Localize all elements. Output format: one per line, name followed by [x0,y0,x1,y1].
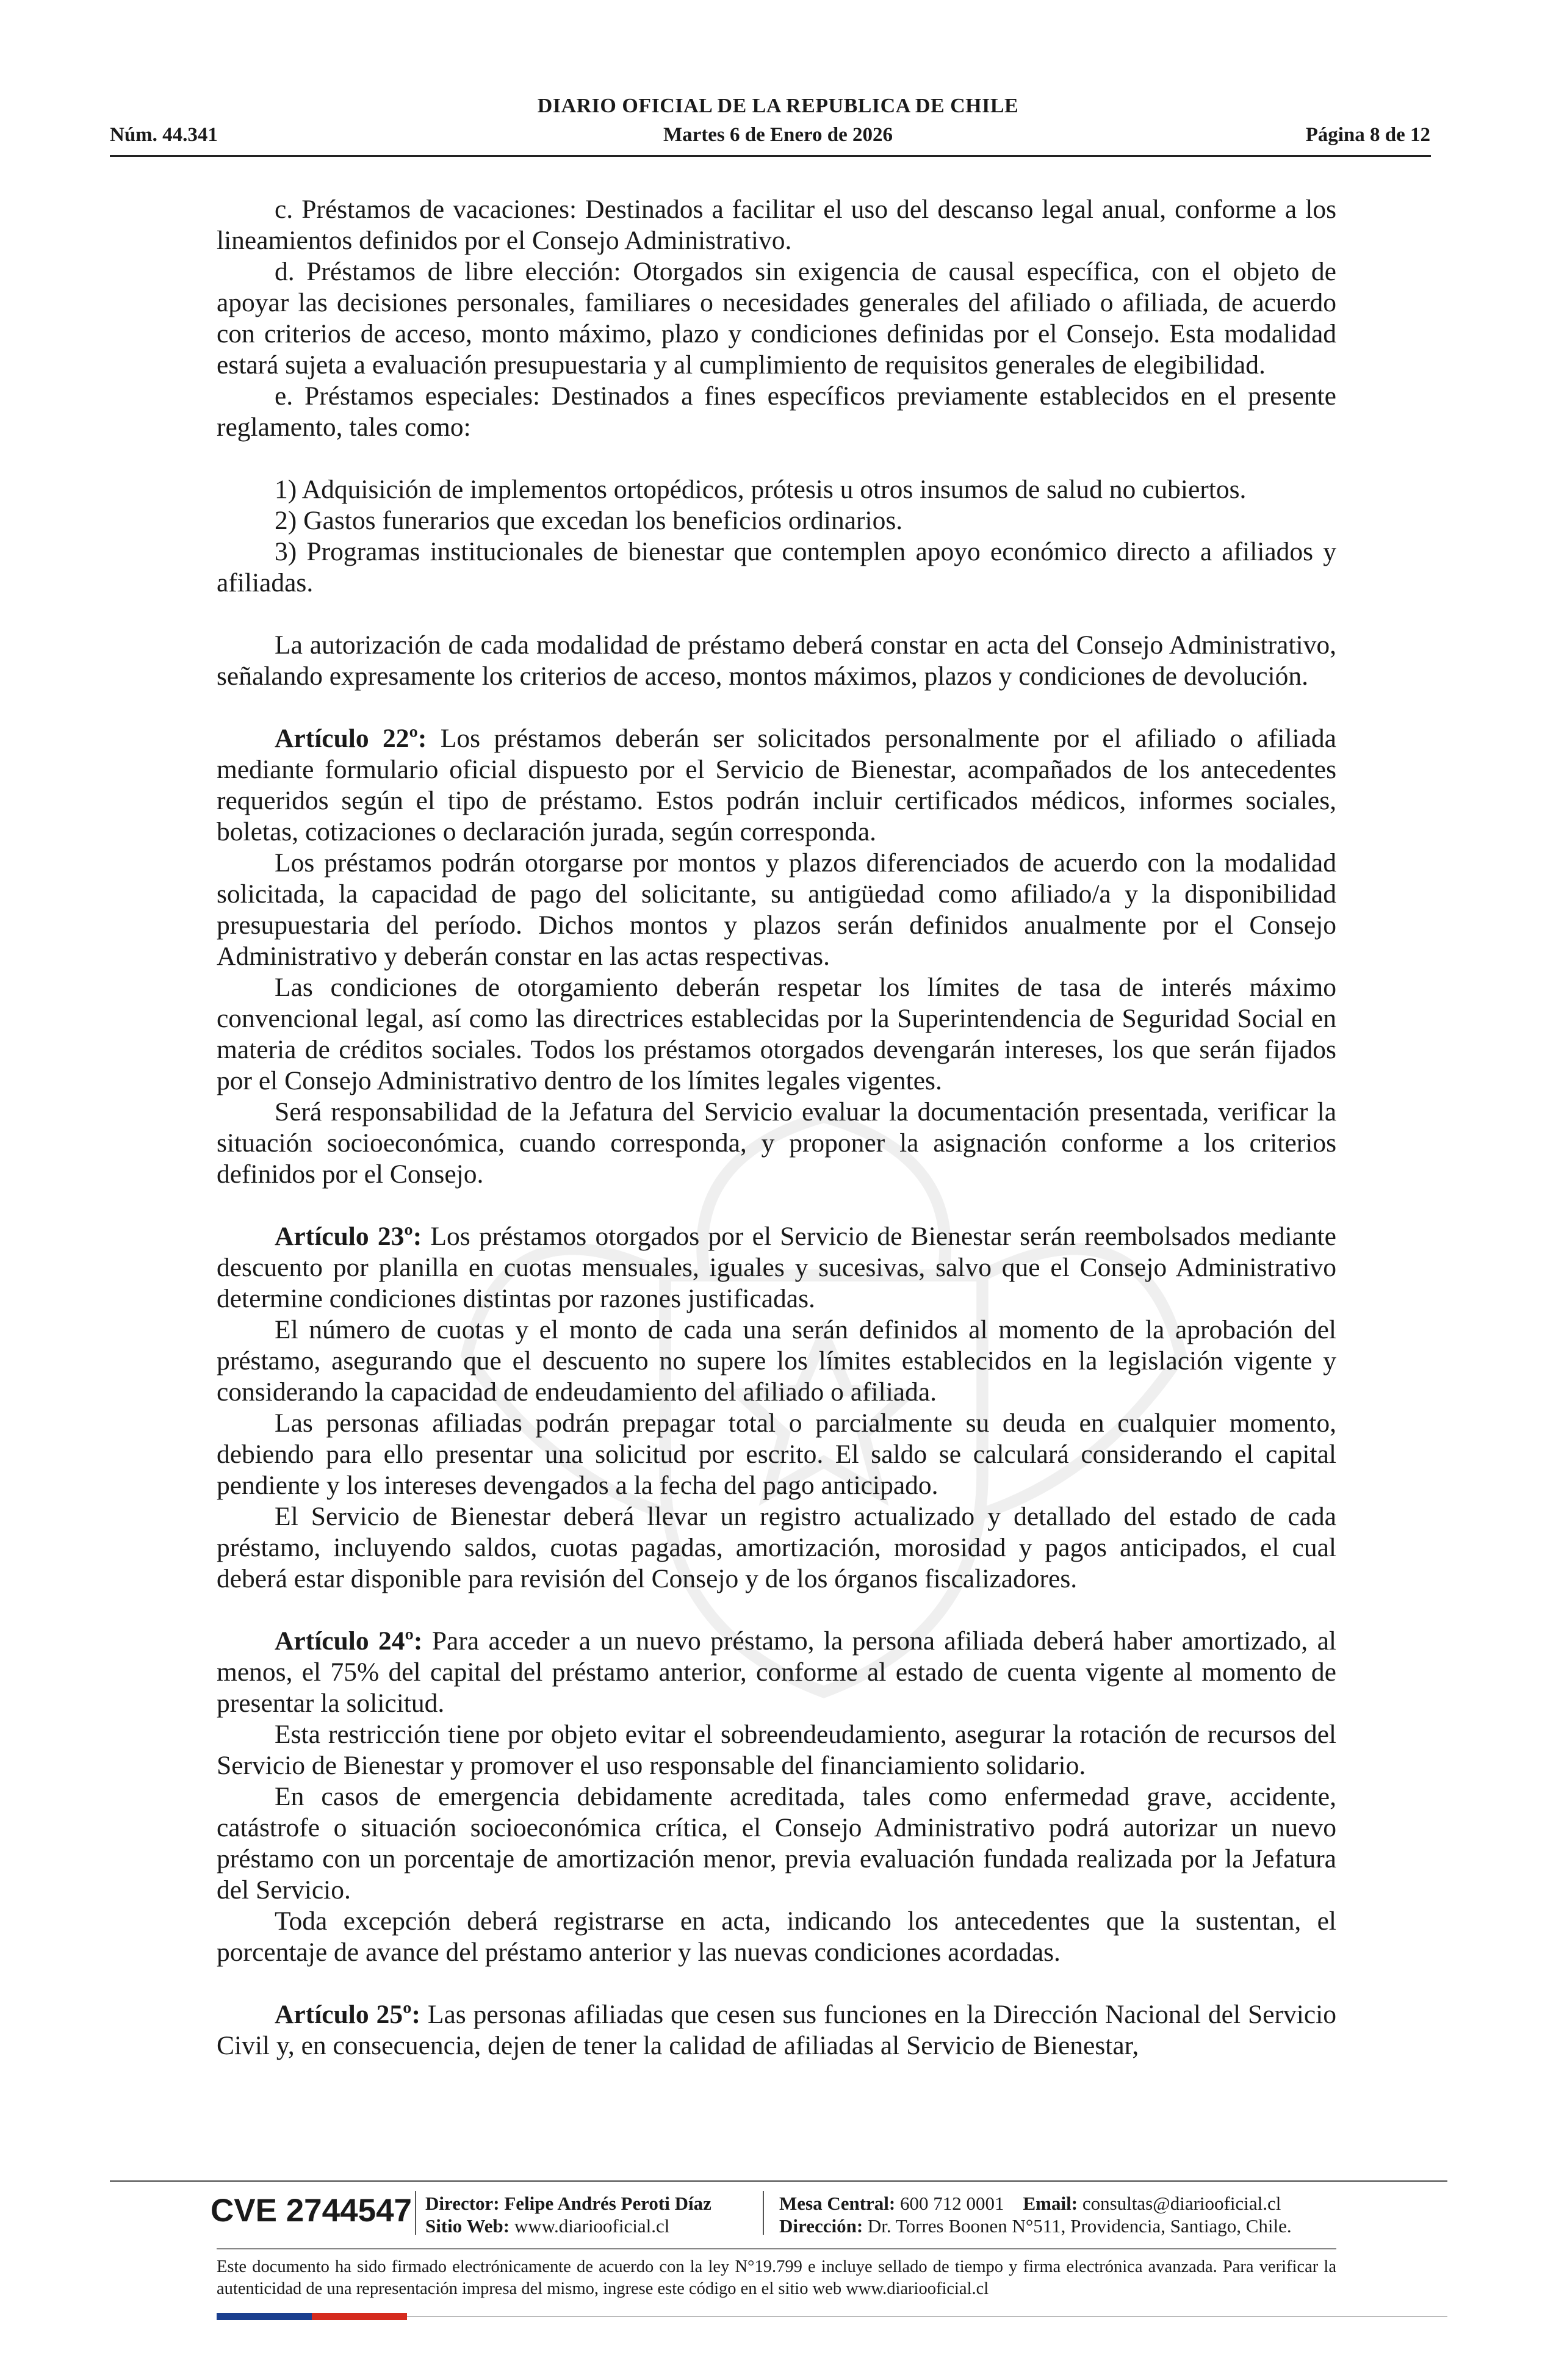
article-23-paragraph-4: El Servicio de Bienestar deberá llevar un registro actualizado y detallado del estado de cada préstamo, incluyendo saldos, cuotas pagadas, amortización, morosidad y pagos anticipados, el cual deberá estar disponible para revisión del Consejo y de los órganos fiscalizadores. [217,1502,1336,1593]
article-22-heading: Artículo 22º: [275,724,427,753]
address-label: Dirección: [779,2215,863,2237]
article-25-heading: Artículo 25º: [275,2000,420,2029]
issue-number: Núm. 44.341 [110,124,218,146]
cve-code: CVE 2744547 [211,2193,412,2229]
flag-stripe [217,2313,407,2320]
article-23-paragraph-2: El número de cuotas y el monto de cada una serán definidos al momento de la aprobación del préstamo, asegurando que el descuento no supere los límites establecidos en la legislación vigente y considerando la capacidad de endeudamiento del afiliado o afiliada. [217,1315,1336,1407]
article-23-text: Los préstamos otorgados por el Servicio de Bienestar serán reembolsados mediante descuento por planilla en cuotas mensuales, iguales y sucesivas, salvo que el Consejo Administrativo determine condiciones distintas por razones justificadas. [217,1222,1336,1313]
article-25-text: Las personas afiliadas que cesen sus funciones en la Dirección Nacional del Servicio Civil y, en consecuencia, dejen de tener la calidad de afiliadas al Servicio de Bienestar, [217,2000,1336,2060]
footer-separator [763,2191,764,2235]
footer-divider [217,2248,1336,2249]
phone-label: Mesa Central: [779,2193,896,2214]
article-24-heading: Artículo 24º: [275,1626,423,1656]
director-name: Felipe Andrés Peroti Díaz [504,2193,711,2214]
article-23-paragraph-3: Las personas afiliadas podrán prepagar total o parcialmente su deuda en cualquier momento, debiendo para ello presentar una solicitud por escrito. El saldo se calculará considerando el capital pendiente y los intereses devengados a la fecha del pago anticipado. [217,1408,1336,1500]
article-22-paragraph-2: Los préstamos podrán otorgarse por montos y plazos diferenciados de acuerdo con la modalidad solicitada, la capacidad de pago del solicitante, su antigüedad como afiliado/a y la disponibilidad presupuestaria del período. Dichos montos y plazos serán definidos anualmente por el Consejo Administrativo y deberán constar en las actas respectivas. [217,848,1336,971]
spacer [217,443,1336,474]
article-24-paragraph-3: En casos de emergencia debidamente acreditada, tales como enfermedad grave, accidente, catástrofe o situación socioeconómica crítica, el Consejo Administrativo podrá autorizar un nuevo préstamo con un porcentaje de amortización menor, previa evaluación fundada realizada por la Jefatura del Servicio. [217,1782,1336,1905]
footer-bottom-line [407,2316,1447,2317]
paragraph-loan-free-choice: d. Préstamos de libre elección: Otorgados sin exigencia de causal específica, con el objeto de apoyar las decisiones personales, familiares o necesidades generales del afiliado o afiliada, de acuerdo con criterios de acceso, monto máximo, plazo y condiciones definidas por el Consejo. Esta modalidad estará sujeta a evaluación presupuestaria y al cumplimiento de requisitos generales de elegibilidad. [217,257,1336,380]
flag-red-bar [312,2313,407,2320]
email-label: Email: [1023,2193,1078,2214]
article-24-paragraph-2: Esta restricción tiene por objeto evitar el sobreendeudamiento, asegurar la rotación de recursos del Servicio de Bienestar y promover el uso responsable del financiamiento solidario. [217,1720,1336,1780]
article-23-heading: Artículo 23º: [275,1222,422,1251]
email-link[interactable]: consultas@diariooficial.cl [1082,2193,1281,2214]
paragraph-loan-special: e. Préstamos especiales: Destinados a fines específicos previamente establecidos en el presente reglamento, tales como: [217,381,1336,442]
footer-contact-block [779,2192,1292,2237]
list-item: 2) Gastos funerarios que excedan los beneficios ordinarios. [275,506,903,535]
website-label: Sitio Web: [425,2215,510,2237]
list-item: 3) Programas institucionales de bienestar que contemplen apoyo económico directo a afiliados y afiliadas. [217,537,1336,597]
spacer [217,1190,1336,1221]
article-24-paragraph-4: Toda excepción deberá registrarse en acta, indicando los antecedentes que la sustentan, el porcentaje de avance del préstamo anterior y las nuevas condiciones acordadas. [217,1906,1336,1967]
paragraph-loan-vacation: c. Préstamos de vacaciones: Destinados a facilitar el uso del descanso legal anual, conforme a los lineamientos definidos por el Consejo Administrativo. [217,195,1336,255]
newspaper-title: DIARIO OFICIAL DE LA REPUBLICA DE CHILE [537,95,1019,117]
article-22-text: Los préstamos deberán ser solicitados personalmente por el afiliado o afiliada mediante formulario oficial dispuesto por el Servicio de Bienestar, acompañados de los antecedentes requeridos según el tipo de préstamo. Estos podrán incluir certificados médicos, informes sociales, boletas, cotizaciones o declaración jurada, según corresponda. [217,724,1336,846]
list-item: 1) Adquisición de implementos ortopédicos, prótesis u otros insumos de salud no cubiertos. [275,475,1247,504]
article-25-paragraph [217,1999,1336,2061]
footer-divider [110,2180,1447,2182]
article-24-paragraph [217,1626,1336,1719]
article-22-paragraph-4: Será responsabilidad de la Jefatura del Servicio evaluar la documentación presentada, verificar la situación socioeconómica, cuando corresponda, y proponer la asignación conforme a los criterios definidos por el Consejo. [217,1097,1336,1189]
flag-blue-bar [217,2313,312,2320]
footer-separator [415,2191,416,2235]
address-text: Dr. Torres Boonen N°511, Providencia, Santiago, Chile. [867,2215,1292,2237]
spacer [217,692,1336,723]
director-label: Director: [425,2193,500,2214]
header-divider [110,155,1431,157]
issue-date: Martes 6 de Enero de 2026 [663,124,893,146]
website-link[interactable]: www.diariooficial.cl [514,2215,670,2237]
article-22-paragraph-3: Las condiciones de otorgamiento deberán respetar los límites de tasa de interés máximo convencional legal, así como las directrices establecidas por la Superintendencia de Seguridad Social en materia de créditos sociales. Todos los préstamos otorgados devengarán intereses, los que serán fijados por el Consejo Administrativo dentro de los límites legales vigentes. [217,973,1336,1095]
spacer [217,1968,1336,1999]
document-body [217,194,1336,2061]
paragraph-authorization: La autorización de cada modalidad de préstamo deberá constar en acta del Consejo Administrativo, señalando expresamente los criterios de acceso, montos máximos, plazos y condiciones de devolución. [217,630,1336,691]
article-24-text: Para acceder a un nuevo préstamo, la persona afiliada deberá haber amortizado, al menos, el 75% del capital del préstamo anterior, conforme al estado de cuenta vigente al momento de presentar la solicitud. [217,1626,1336,1718]
signature-notice: Este documento ha sido firmado electrónicamente de acuerdo con la ley N°19.799 e incluye sellado de tiempo y firma electrónica avanzada. Para verificar la autenticidad de una representación impresa del mismo, ingrese este código en el sitio web www.diariooficial.cl [217,2257,1336,2298]
phone-number: 600 712 0001 [900,2193,1004,2214]
page-indicator: Página 8 de 12 [1305,124,1430,146]
spacer [217,1595,1336,1626]
article-23-paragraph [217,1221,1336,1314]
article-22-paragraph [217,723,1336,848]
footer-director-block [425,2192,711,2237]
spacer [217,599,1336,630]
